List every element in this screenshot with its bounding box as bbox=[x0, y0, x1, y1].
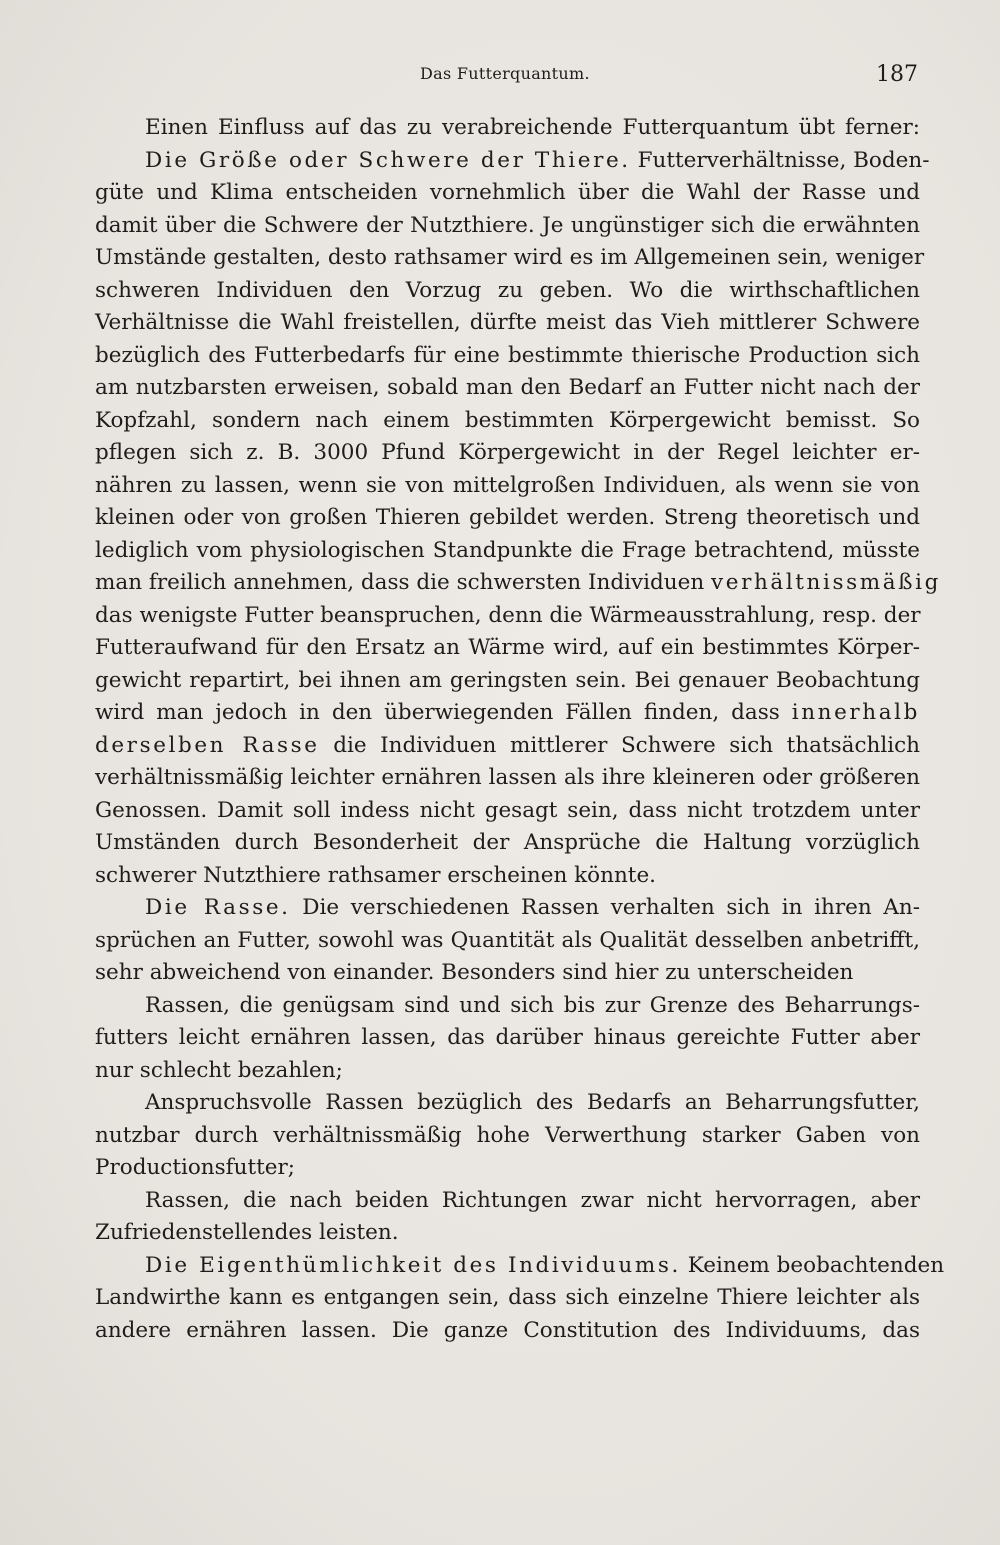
text-run: man freilich annehmen, dass die schwersten Individuen bbox=[95, 570, 712, 595]
text-run: Kopfzahl, sondern nach einem bestimmten Körpergewicht bemisst. So bbox=[95, 407, 920, 433]
page-number: 187 bbox=[876, 62, 918, 87]
text-run: Productionsfutter; bbox=[95, 1155, 296, 1180]
spaced-emphasis: Die Größe oder Schwere der Thiere. bbox=[145, 147, 631, 173]
text-line bbox=[95, 567, 941, 600]
text-run: nur schlecht bezahlen; bbox=[95, 1057, 343, 1083]
text-line bbox=[95, 275, 920, 308]
text-line bbox=[95, 372, 920, 405]
text-line bbox=[95, 210, 920, 243]
text-run: damit über die Schwere der Nutzthiere. Je ungünstiger sich die erwähnten bbox=[95, 212, 920, 238]
text-run: gewicht repartirt, bei ihnen am geringsten sein. Bei genauer Beobachtung bbox=[95, 667, 920, 693]
text-line bbox=[95, 860, 920, 893]
text-line bbox=[95, 307, 920, 340]
text-line bbox=[95, 600, 920, 633]
text-run: schwerer Nutzthiere rathsamer erscheinen könnte. bbox=[95, 862, 657, 888]
running-head bbox=[0, 62, 1000, 92]
text-run: sehr abweichend von einander. Besonders sind hier zu unterscheiden bbox=[95, 960, 854, 985]
text-run: die Individuen mittlerer Schwere sich thatsächlich bbox=[319, 732, 921, 758]
text-line bbox=[95, 1152, 920, 1185]
text-run: andere ernähren lassen. Die ganze Constitution des Individuums, das bbox=[95, 1317, 920, 1343]
text-run: wird man jedoch in den überwiegenden Fällen finden, dass bbox=[95, 700, 792, 725]
text-run: schweren Individuen den Vorzug zu geben. Wo die wirthschaftlichen bbox=[95, 277, 920, 303]
text-line bbox=[95, 177, 920, 210]
text-line bbox=[95, 470, 920, 503]
text-run: lediglich vom physiologischen Standpunkte die Frage betrachtend, müsste bbox=[95, 537, 920, 563]
text-line bbox=[95, 535, 920, 568]
spaced-emphasis: innerhalb bbox=[791, 700, 920, 725]
running-title: Das Futterquantum. bbox=[420, 64, 590, 83]
text-run: Futteraufwand für den Ersatz an Wärme wird, auf ein bestimmtes Körper- bbox=[95, 635, 920, 660]
text-run: Keinem beobachtenden bbox=[680, 1252, 945, 1278]
text-run: sprüchen an Futter, sowohl was Quantität als Qualität desselben anbetrifft, bbox=[95, 927, 920, 953]
text-run: Verhältnisse die Wahl freistellen, dürfte meist das Vieh mittlerer Schwere bbox=[95, 310, 920, 335]
text-line bbox=[95, 632, 920, 665]
text-line bbox=[95, 1185, 920, 1218]
text-run: kleinen oder von großen Thieren gebildet werden. Streng theoretisch und bbox=[95, 505, 920, 530]
text-line bbox=[95, 112, 920, 145]
text-run: futters leicht ernähren lassen, das darüber hinaus gereichte Futter aber bbox=[95, 1025, 920, 1050]
text-line bbox=[95, 1315, 920, 1348]
text-line bbox=[95, 1087, 920, 1120]
text-run: Die verschiedenen Rassen verhalten sich in ihren An- bbox=[290, 895, 921, 920]
text-line bbox=[95, 242, 925, 275]
text-line bbox=[95, 892, 920, 925]
text-run: Umständen durch Besonderheit der Ansprüche die Haltung vorzüglich bbox=[95, 830, 920, 855]
text-line bbox=[95, 990, 920, 1023]
text-run: nähren zu lassen, wenn sie von mittelgroßen Individuen, als wenn sie von bbox=[95, 472, 920, 498]
spaced-emphasis: verhältnissmäßig bbox=[711, 570, 941, 595]
text-line bbox=[95, 1120, 920, 1153]
text-line bbox=[95, 340, 920, 373]
text-line bbox=[95, 145, 930, 178]
text-run: Anspruchsvolle Rassen bezüglich des Bedarfs an Beharrungsfutter, bbox=[145, 1090, 920, 1115]
text-line bbox=[95, 437, 920, 470]
spaced-emphasis: Die Rasse. bbox=[145, 895, 291, 920]
text-line bbox=[95, 730, 920, 763]
text-run: pflegen sich z. B. 3000 Pfund Körpergewicht in der Regel leichter er- bbox=[95, 440, 920, 465]
text-run: bezüglich des Futterbedarfs für eine bestimmte thierische Production sich bbox=[95, 342, 920, 368]
text-line bbox=[95, 405, 920, 438]
text-run: Zufriedenstellendes leisten. bbox=[95, 1220, 399, 1245]
text-run: Einen Einfluss auf das zu verabreichende Futterquantum übt ferner: bbox=[145, 115, 920, 140]
text-line bbox=[95, 665, 920, 698]
text-run: güte und Klima entscheiden vornehmlich über die Wahl der Rasse und bbox=[95, 180, 920, 205]
text-line bbox=[95, 1217, 920, 1250]
text-line bbox=[95, 957, 920, 990]
text-line bbox=[95, 795, 920, 828]
text-line bbox=[95, 697, 920, 730]
text-line bbox=[95, 1055, 920, 1088]
text-run: das wenigste Futter beanspruchen, denn die Wärmeausstrahlung, resp. der bbox=[95, 602, 921, 628]
text-line bbox=[95, 762, 920, 795]
text-run: Rassen, die genügsam sind und sich bis zur Grenze des Beharrungs- bbox=[145, 992, 920, 1018]
text-line bbox=[95, 925, 920, 958]
text-run: Umstände gestalten, desto rathsamer wird es im Allgemeinen sein, weniger bbox=[95, 245, 925, 270]
body-text bbox=[95, 112, 945, 1347]
text-line bbox=[95, 502, 920, 535]
text-run: am nutzbarsten erweisen, sobald man den Bedarf an Futter nicht nach der bbox=[95, 375, 920, 400]
text-run: nutzbar durch verhältnissmäßig hohe Verwerthung starker Gaben von bbox=[95, 1122, 920, 1148]
text-line bbox=[95, 1282, 920, 1315]
text-line bbox=[95, 1022, 920, 1055]
spaced-emphasis: derselben Rasse bbox=[95, 732, 320, 758]
text-run: Genossen. Damit soll indess nicht gesagt sein, dass nicht trotzdem unter bbox=[95, 797, 920, 823]
text-run: Landwirthe kann es entgangen sein, dass sich einzelne Thiere leichter als bbox=[95, 1285, 920, 1310]
text-run: Rassen, die nach beiden Richtungen zwar nicht hervorragen, aber bbox=[145, 1187, 920, 1213]
spaced-emphasis: Die Eigenthümlichkeit des Individuums. bbox=[145, 1252, 681, 1278]
text-run: verhältnissmäßig leichter ernähren lassen als ihre kleineren oder größeren bbox=[95, 765, 920, 790]
text-line bbox=[95, 827, 920, 860]
text-line bbox=[95, 1250, 945, 1283]
text-run: Futterverhältnisse, Boden- bbox=[630, 147, 930, 173]
